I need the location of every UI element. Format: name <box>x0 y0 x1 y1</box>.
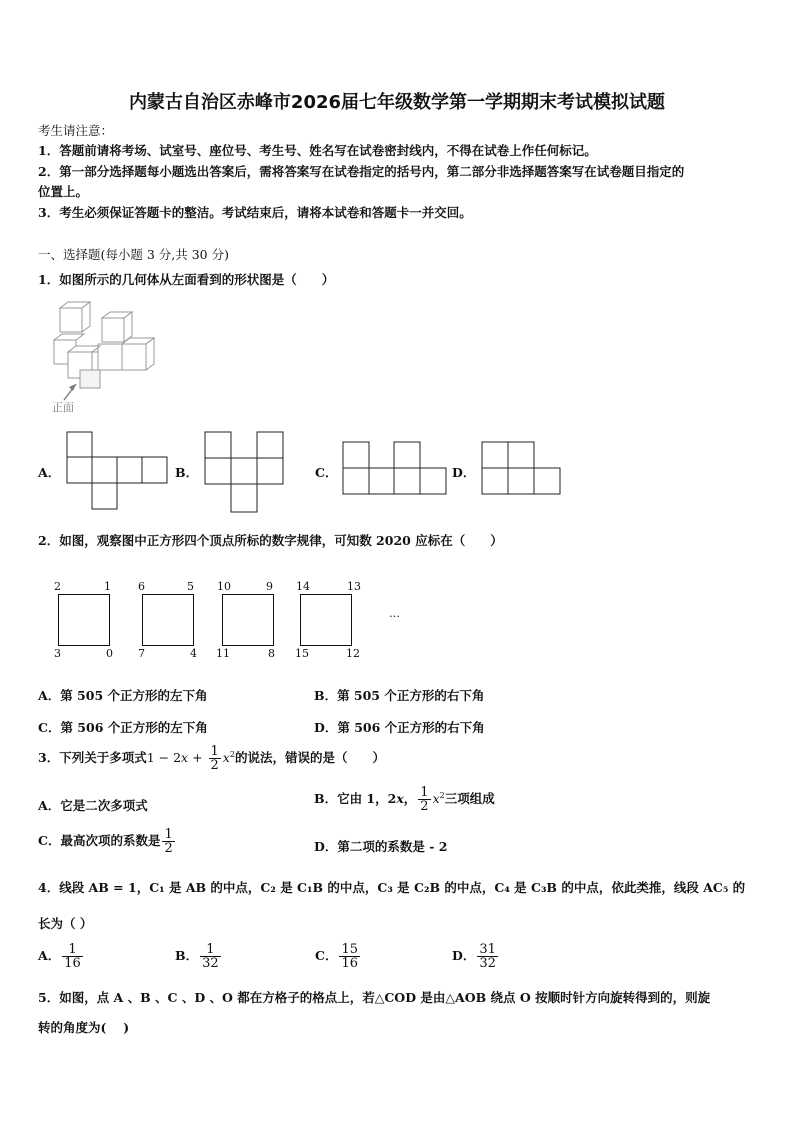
q2-sq4-br: 12 <box>346 647 360 660</box>
q2-sq3-tr: 9 <box>266 580 273 593</box>
q3-optc-frac-den: 2 <box>164 841 173 856</box>
q4-opta-fraction <box>62 943 83 970</box>
q4-optc-fraction <box>339 943 360 970</box>
front-label: 正面 <box>52 401 74 414</box>
q2-square-4 <box>300 594 352 646</box>
q2-square-3 <box>222 594 274 646</box>
q3-optb-frac-num: 1 <box>420 785 429 800</box>
q4-optc-num: 15 <box>341 942 358 957</box>
q2-sq1-bl: 3 <box>54 647 61 660</box>
notice-item-2: 2．第一部分选择题每小题选出答案后，需将答案写在试卷指定的括号内，第二部分非选择题答案写在试卷题目指定的 <box>38 164 685 179</box>
q2-sq1-tl: 2 <box>54 580 61 593</box>
q2-sq3-br: 8 <box>268 647 275 660</box>
q3-optb-fraction <box>418 786 430 813</box>
q2-sq2-bl: 7 <box>138 647 145 660</box>
q1-option-b-figure <box>204 431 284 515</box>
q2-ellipsis: … <box>389 607 400 620</box>
q3-optb-sq: 2 <box>439 790 445 800</box>
q3-option-d[interactable]: D．第二项的系数是 - 2 <box>314 839 448 854</box>
section-heading: 一、选择题(每小题 3 分,共 30 分) <box>38 247 229 262</box>
q2-sq4-tr: 13 <box>347 580 361 593</box>
q3-optc-pre: C．最高次项的系数是 <box>38 833 161 848</box>
q3-optb-x2: x <box>432 791 440 806</box>
q4-optb-fraction <box>200 943 221 970</box>
q4-opta-label: A． <box>38 948 61 963</box>
notice-heading: 考生请注意： <box>38 123 114 138</box>
q4-optc-label: C． <box>315 948 338 963</box>
q3-poly-sq: 2 <box>229 749 235 759</box>
q1-option-c-figure <box>342 441 448 497</box>
q2-sq2-br: 4 <box>190 647 197 660</box>
q2-sq4-bl: 15 <box>295 647 309 660</box>
q4-option-a[interactable] <box>38 943 85 970</box>
notice-item-3: 3．考生必须保证答题卡的整洁。考试结束后，请将本试卷和答题卡一并交回。 <box>38 205 472 220</box>
q4-opta-den: 16 <box>64 956 81 971</box>
q2-option-a[interactable]: A．第 505 个正方形的左下角 <box>38 688 208 703</box>
q1-option-c[interactable]: C． <box>315 465 338 480</box>
q4-optd-den: 32 <box>479 956 496 971</box>
q2-square-1 <box>58 594 110 646</box>
q4-option-c[interactable] <box>315 943 362 970</box>
q4-optb-num: 1 <box>200 943 221 957</box>
q2-sq2-tl: 6 <box>138 580 145 593</box>
q3-poly-x2: x <box>222 750 230 765</box>
q2-sq1-tr: 1 <box>104 580 111 593</box>
q1-option-a[interactable]: A． <box>38 465 61 480</box>
q2-sq3-tl: 10 <box>217 580 231 593</box>
q3-optb-comma: ， <box>403 791 417 806</box>
q2-sq1-br: 0 <box>106 647 113 660</box>
q1-option-b[interactable]: B． <box>175 465 199 480</box>
q4-optb-label: B． <box>175 948 199 963</box>
q3-optb-x: x <box>396 791 404 806</box>
q2-sq4-tl: 14 <box>296 580 310 593</box>
notice-item-2-cont: 位置上。 <box>38 184 89 199</box>
q3-frac-den: 2 <box>210 758 219 773</box>
q1-stem: 1．如图所示的几何体从左面看到的形状图是（ ） <box>38 272 335 287</box>
q2-option-b[interactable]: B．第 505 个正方形的右下角 <box>314 688 485 703</box>
q5-stem-line1: 5．如图，点 A 、B 、C 、D 、O 都在方格子的格点上，若△COD 是由△AOB 绕点 O 按顺时针方向旋转得到的，则旋 <box>38 990 711 1005</box>
page-title: 内蒙古自治区赤峰市2026届七年级数学第一学期期末考试模拟试题 <box>128 92 666 113</box>
q3-fraction-half <box>209 745 221 772</box>
q2-sq3-bl: 11 <box>216 647 230 660</box>
q3-optb-pre: B．它由 1，2 <box>314 791 397 806</box>
q3-optc-fraction <box>162 828 174 855</box>
q3-option-b[interactable] <box>314 786 495 813</box>
q3-poly-x: x <box>181 750 189 765</box>
notice-item-1: 1．答题前请将考场、试室号、座位号、考生号、姓名写在试卷密封线内，不得在试卷上作任何标记。 <box>38 143 597 158</box>
q3-optb-frac-den: 2 <box>420 799 429 814</box>
q3-frac-num: 1 <box>210 744 219 759</box>
q2-option-d[interactable]: D．第 506 个正方形的右下角 <box>314 720 485 735</box>
q4-optd-fraction <box>477 943 498 970</box>
q4-optd-label: D． <box>452 948 476 963</box>
q3-stem-pre: 3．下列关于多项式 <box>38 750 147 765</box>
q3-poly-plus: + <box>188 750 207 765</box>
q4-option-d[interactable] <box>452 943 500 970</box>
q1-solid-figure <box>50 300 170 415</box>
q4-optb-den: 32 <box>202 956 219 971</box>
q4-option-b[interactable] <box>175 943 223 970</box>
q1-option-d[interactable]: D． <box>452 465 476 480</box>
q3-optb-post: 三项组成 <box>444 791 495 806</box>
q4-optc-den: 16 <box>341 956 358 971</box>
q3-stem <box>38 745 385 772</box>
q4-stem-line1: 4．线段 AB = 1，C₁ 是 AB 的中点，C₂ 是 C₁B 的中点，C₃ 是 C₂B 的中点，C₄ 是 C₃B 的中点，依此类推，线段 AC₅ 的 <box>38 880 746 895</box>
q2-stem: 2．如图，观察图中正方形四个顶点所标的数字规律，可知数 2020 应标在（ ） <box>38 533 503 548</box>
q2-option-c[interactable]: C．第 506 个正方形的左下角 <box>38 720 208 735</box>
q1-option-d-figure <box>481 441 563 497</box>
q4-optd-num: 31 <box>479 942 496 957</box>
q1-option-a-figure <box>66 431 170 511</box>
q3-option-a[interactable]: A．它是二次多项式 <box>38 798 148 813</box>
q2-square-2 <box>142 594 194 646</box>
q5-stem-line2: 转的角度为( ) <box>38 1020 130 1035</box>
q2-sq2-tr: 5 <box>187 580 194 593</box>
q3-stem-post: 的说法，错误的是（ ） <box>234 750 385 765</box>
q3-poly-a: 1 − 2 <box>146 750 182 765</box>
q3-option-c[interactable] <box>38 828 177 855</box>
q4-stem-line2: 长为（ ） <box>38 916 93 931</box>
q4-opta-num: 1 <box>62 943 83 957</box>
q3-optc-frac-num: 1 <box>164 827 173 842</box>
